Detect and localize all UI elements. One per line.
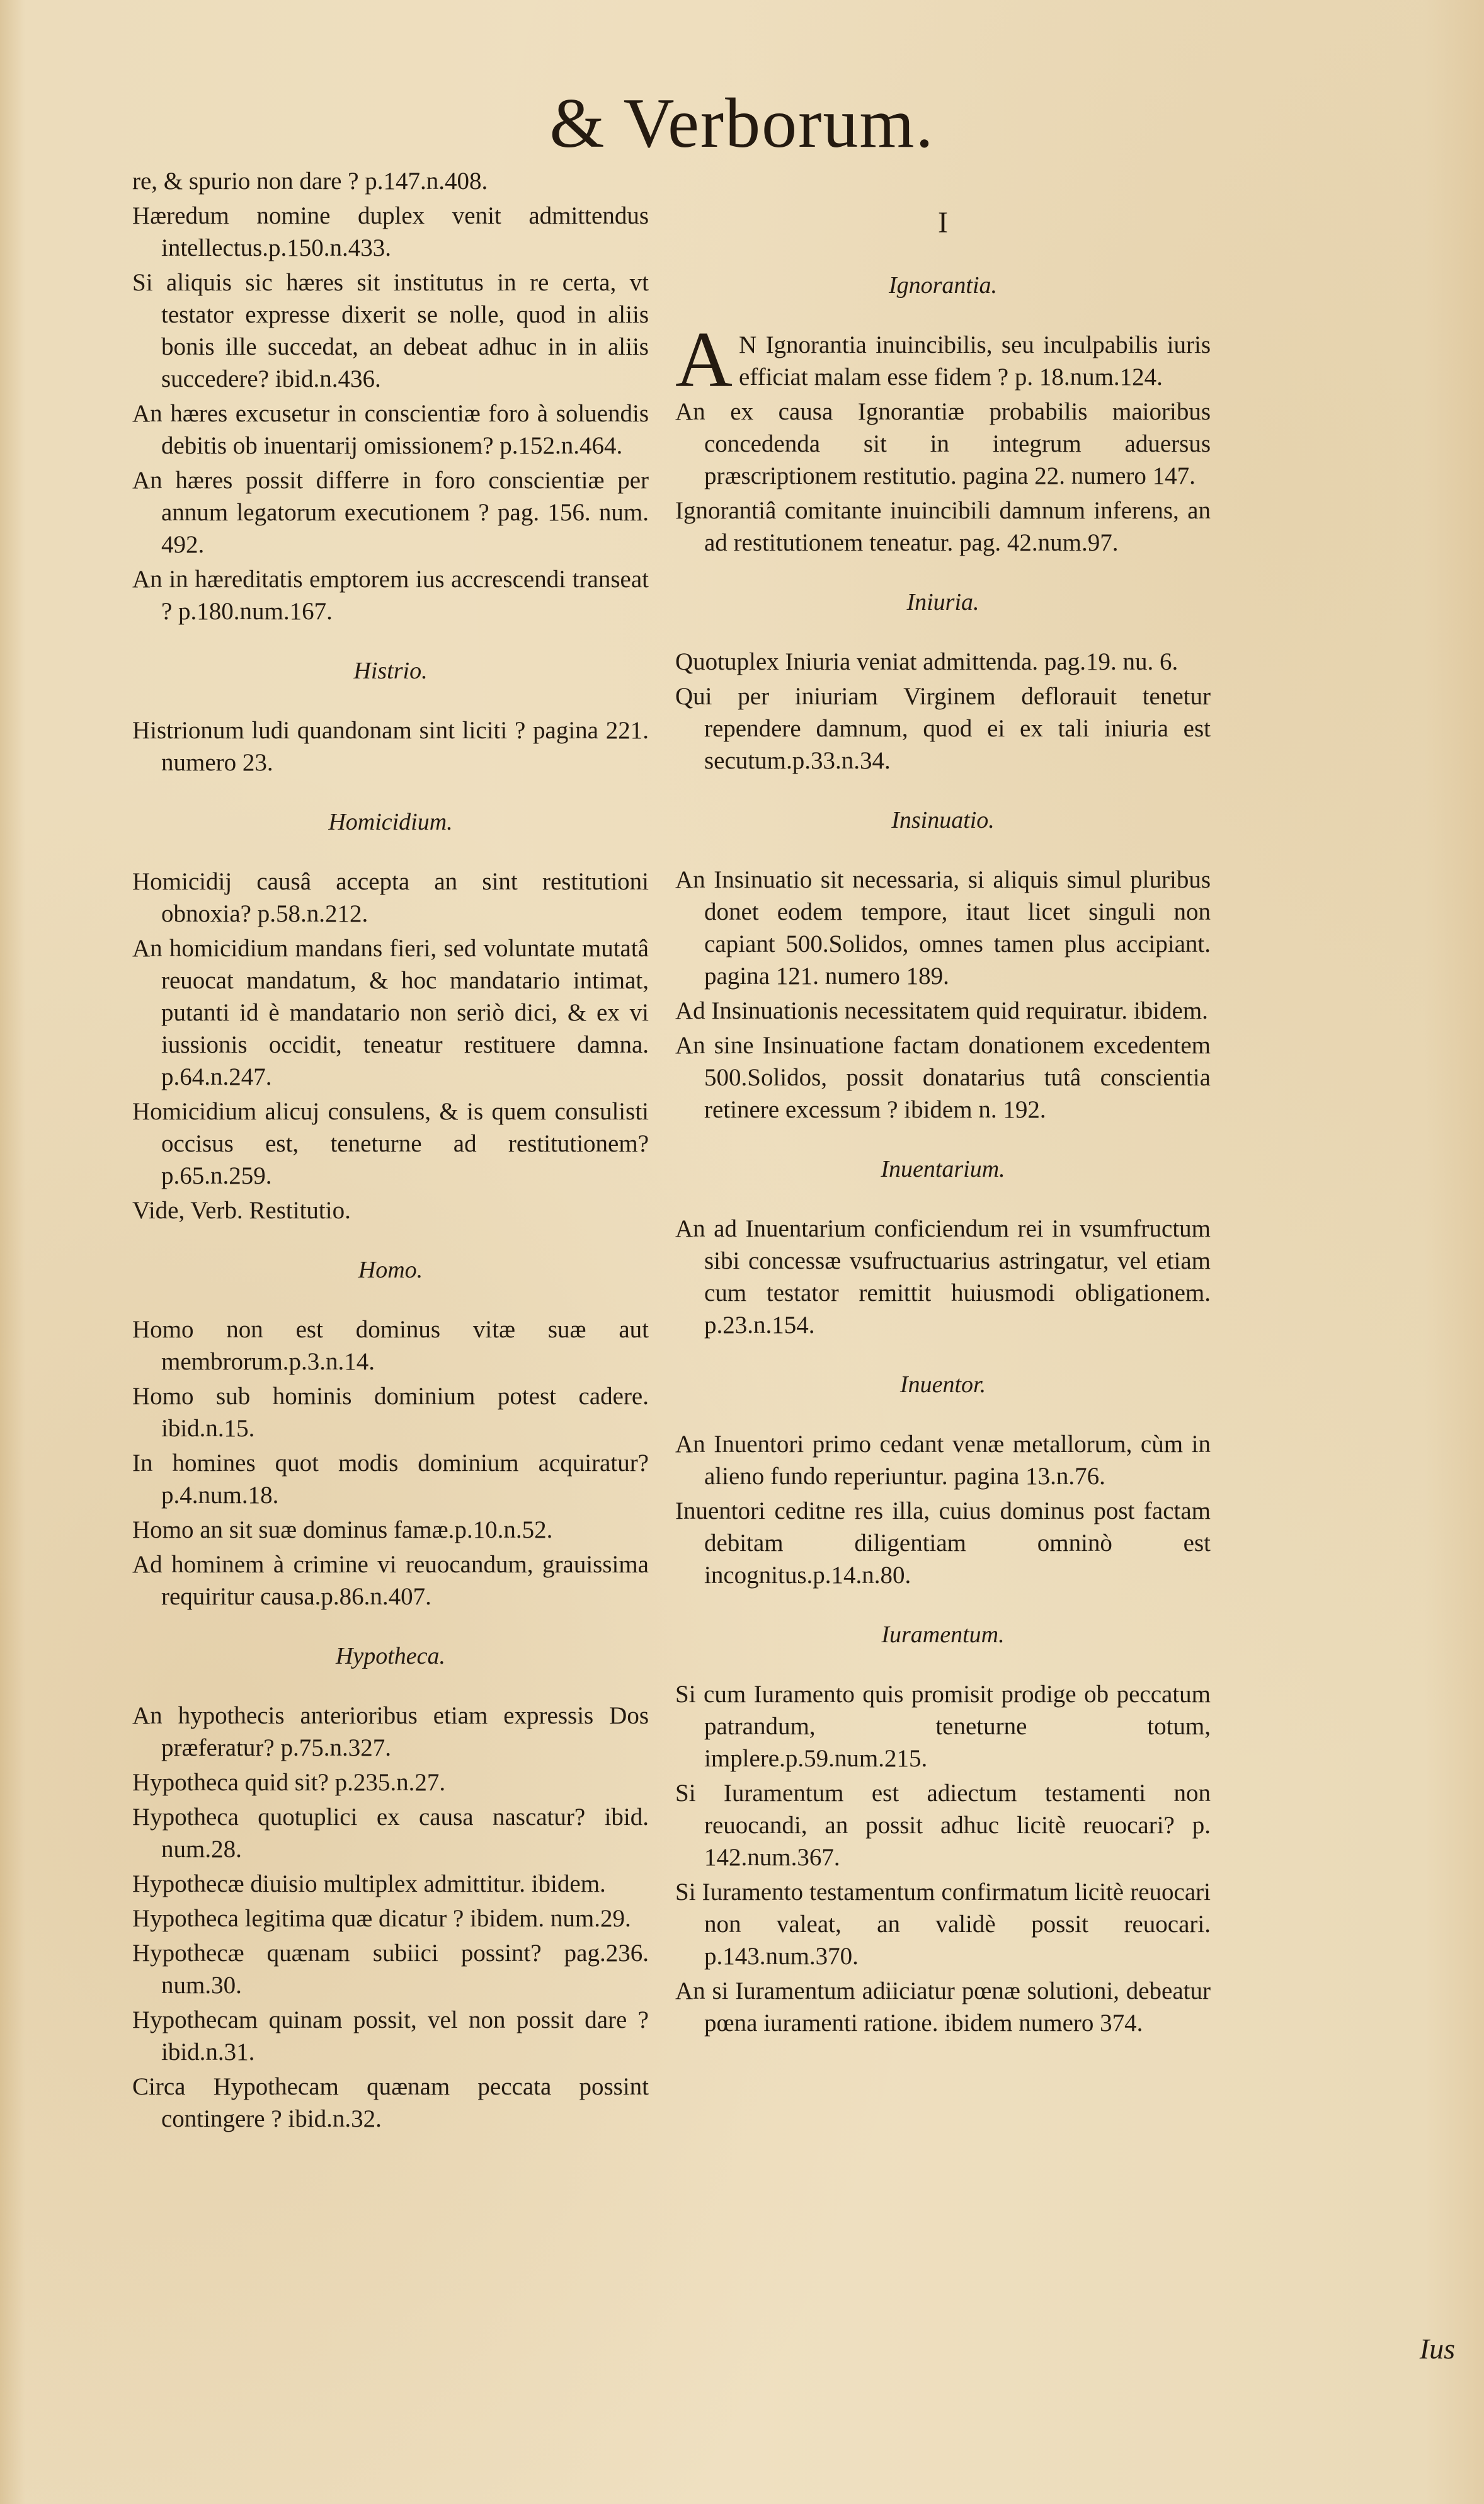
index-entry: Ignorantiâ comitante inuincibili damnum inferens, an ad restitutionem teneatur. pag. 42.num.97. xyxy=(675,497,1211,556)
index-entry: An ex causa Ignorantiæ probabilis maioribus concedenda sit in integrum aduersus præscriptionem restitutio. pagina 22. numero 147. xyxy=(675,398,1211,489)
left-column xyxy=(132,165,649,2137)
index-entry: An hypothecis anterioribus etiam expressis Dos præferatur? p.75.n.327. xyxy=(132,1702,649,1761)
index-entry: Si Iuramentum est adiectum testamenti non reuocandi, an possit adhuc licitè reuocari? p. 142.num.367. xyxy=(675,1780,1211,1871)
index-entry: Hypothecæ diuisio multiplex admittitur. ibidem. xyxy=(132,1870,606,1897)
drop-cap: A xyxy=(675,316,733,404)
entry-text: N Ignorantia inuincibilis, seu inculpabilis iuris efficiat malam esse fidem ? p. 18.num.124. xyxy=(739,331,1211,391)
section-heading: Iniuria. xyxy=(906,589,979,615)
index-entry: Inuentori ceditne res illa, cuius dominus post factam debitam diligentiam omninò est incognitus.p.14.n.80. xyxy=(675,1497,1211,1589)
index-entry: Homo an sit suæ dominus famæ.p.10.n.52. xyxy=(132,1516,553,1543)
index-entry: An sine Insinuatione factam donationem excedentem 500.Solidos, possit donatarius tutâ conscientia retinere excessum ? ibidem n. 192. xyxy=(675,1032,1211,1123)
index-entry: Homo non est dominus vitæ suæ aut membrorum.p.3.n.14. xyxy=(132,1316,649,1375)
index-entry: Si cum Iuramento quis promisit prodige ob peccatum patrandum, teneturne totum, implere.p.59.num.215. xyxy=(675,1681,1211,1772)
running-header: & Verborum. xyxy=(549,84,935,163)
section-heading: Inuentor. xyxy=(899,1371,986,1398)
index-entry: Ad Insinuationis necessitatem quid requiratur. ibidem. xyxy=(675,997,1208,1024)
index-entry: Si aliquis sic hæres sit institutus in re certa, vt testator expresse dixerit se nolle, quod in aliis bonis ille succedat, an debeat adhuc in in aliis succedere? ibid.n.436. xyxy=(132,269,649,392)
index-entry: Homicidij causâ accepta an sint restitutioni obnoxia? p.58.n.212. xyxy=(132,868,649,927)
index-entry: Hypotheca legitima quæ dicatur ? ibidem. num.29. xyxy=(132,1905,631,1932)
section-heading: Iuramentum. xyxy=(881,1621,1005,1648)
index-entry: Histrionum ludi quandonam sint liciti ? pagina 221. numero 23. xyxy=(132,717,649,776)
section-heading: Homo. xyxy=(358,1257,423,1283)
index-entry: Si Iuramento testamentum confirmatum licitè reuocari non valeat, an validè possit reuocari. p.143.num.370. xyxy=(675,1878,1211,1970)
index-entry: re, & spurio non dare ? p.147.n.408. xyxy=(132,168,488,195)
index-entry: An hæres excusetur in conscientiæ foro à soluendis debitis ob inuentarij omissionem? p.152.n.464. xyxy=(132,400,649,459)
index-entry: An Insinuatio sit necessaria, si aliquis simul pluribus donet eodem tempore, itaut licet singuli non capiant 500.Solidos, omnes tamen plus accipiant. pagina 121. numero 189. xyxy=(675,866,1211,990)
index-entry: Hypotheca quid sit? p.235.n.27. xyxy=(132,1769,446,1796)
index-entry: Hypothecæ quænam subiici possint? pag.236. num.30. xyxy=(132,1940,649,1999)
index-entry: Hypotheca quotuplici ex causa nascatur? ibid. num.28. xyxy=(132,1804,649,1863)
index-entry: Circa Hypothecam quænam peccata possint contingere ? ibid.n.32. xyxy=(132,2073,649,2132)
index-entry: Homicidium alicuj consulens, & is quem consulisti occisus est, teneturne ad restitutionem? p.65.n.259. xyxy=(132,1098,649,1189)
letter-heading: I xyxy=(938,206,948,239)
index-entry: An Inuentori primo cedant venæ metallorum, cùm in alieno fundo reperiuntur. pagina 13.n.76. xyxy=(675,1431,1211,1490)
index-entry: In homines quot modis dominium acquiratur? p.4.num.18. xyxy=(132,1449,649,1509)
index-entry: Ad hominem à crimine vi reuocandum, grauissima requiritur causa.p.86.n.407. xyxy=(132,1551,649,1610)
section-heading: Insinuatio. xyxy=(891,807,995,833)
section-heading: Histrio. xyxy=(353,658,428,684)
index-entry: An si Iuramentum adiiciatur pœnæ solutioni, debeatur pœna iuramenti ratione. ibidem numero 374. xyxy=(675,1977,1211,2037)
index-entry: Homo sub hominis dominium potest cadere. ibid.n.15. xyxy=(132,1383,649,1442)
index-entry: An homicidium mandans fieri, sed voluntate mutatâ reuocat mandatum, & hoc mandatario intimat, putanti id è mandatario non seriò dici, & ex vi iussionis occidit, teneatur restituere damna. p.64.n.247. xyxy=(132,935,649,1090)
index-entry: An ad Inuentarium conficiendum rei in vsumfructum sibi concessæ vsufructuarius astringatur, vel etiam cum testator remittit huiusmodi obligationem. p.23.n.154. xyxy=(675,1215,1211,1339)
index-entry: Quotuplex Iniuria veniat admittenda. pag.19. nu. 6. xyxy=(675,648,1179,675)
index-entry: Vide, Verb. Restitutio. xyxy=(132,1197,351,1224)
index-entry: An in hæreditatis emptorem ius accrescendi transeat ? p.180.num.167. xyxy=(132,566,649,625)
section-heading: Homicidium. xyxy=(328,809,453,835)
index-entry xyxy=(675,316,1211,404)
index-entry: Hæredum nomine duplex venit admittendus intellectus.p.150.n.433. xyxy=(132,202,649,261)
index-entry: An hæres possit differre in foro conscientiæ per annum legatorum executionem ? pag. 156. num. 492. xyxy=(132,467,649,558)
section-heading: Inuentarium. xyxy=(881,1156,1005,1182)
catchword: Ius xyxy=(1419,2333,1455,2365)
section-heading: Ignorantia. xyxy=(888,272,998,299)
section-heading: Hypotheca. xyxy=(335,1643,446,1669)
index-entry: Hypothecam quinam possit, vel non possit dare ? ibid.n.31. xyxy=(132,2006,649,2066)
right-column xyxy=(675,165,1211,2042)
index-entry: Qui per iniuriam Virginem deflorauit tenetur rependere damnum, quod ei ex tali iniuria est secutum.p.33.n.34. xyxy=(675,683,1211,774)
